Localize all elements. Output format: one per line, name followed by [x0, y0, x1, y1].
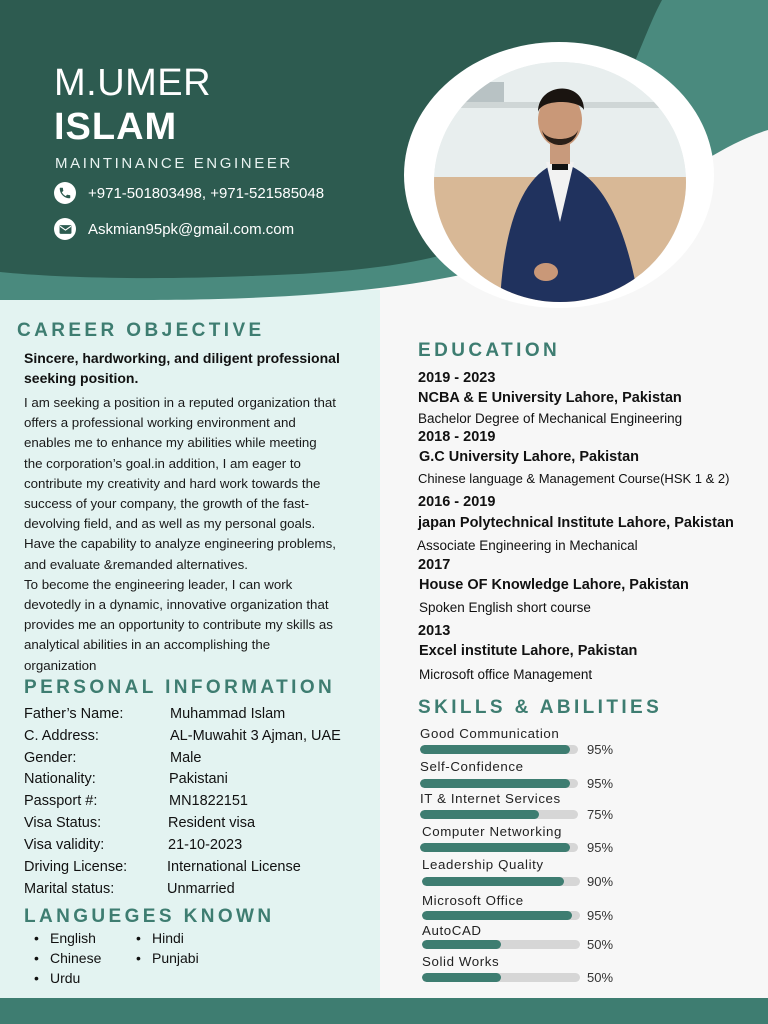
language-item: • English — [50, 930, 96, 946]
career-lead: Sincere, hardworking, and diligent professional seeking position. — [24, 350, 340, 386]
skill-percent: 95% — [587, 742, 614, 757]
skill-percent: 50% — [587, 937, 614, 952]
personal-row-nationality — [24, 771, 364, 793]
email-contact — [54, 218, 294, 240]
profile-photo — [434, 62, 686, 302]
personal-row-visa-status — [24, 815, 364, 837]
phone-contact — [54, 182, 324, 204]
edu-degree: Microsoft office Management — [419, 667, 593, 682]
career-line: provides me an opportunity to contribute my skills as — [24, 617, 333, 633]
skill-bar-fill — [420, 810, 539, 819]
language-item: • Urdu — [50, 970, 80, 986]
pi-label: Passport #: — [24, 793, 98, 809]
skill-bar — [420, 843, 578, 852]
edu-year: 2017 — [418, 557, 451, 573]
pi-value: AL-Muwahit 3 Ajman, UAE — [170, 728, 341, 744]
career-line: analytical abilities in an accomplishing the — [24, 637, 271, 653]
skill-name: Solid Works — [422, 954, 500, 969]
phone-numbers: +971-501803498, +971-521585048 — [88, 184, 325, 202]
pi-label: Driving License: — [24, 859, 128, 875]
languages-heading: LANGUEGES KNOWN — [24, 906, 275, 927]
skill-percent: 95% — [587, 908, 614, 923]
career-line: the corporation’s goal.in addition, I am eager to — [24, 455, 301, 471]
personal-info-heading: PERSONAL INFORMATION — [24, 677, 336, 698]
first-name: M.UMER — [54, 62, 212, 104]
skill-bar — [420, 810, 578, 819]
skill-percent: 50% — [587, 970, 614, 985]
edu-degree: Associate Engineering in Mechanical — [417, 538, 638, 553]
personal-row-driving-license — [24, 859, 364, 881]
pi-value: Resident visa — [168, 815, 256, 831]
skill-name: Leadership Quality — [422, 857, 544, 872]
career-paragraph — [24, 393, 374, 676]
language-item: • Punjabi — [152, 950, 199, 966]
education-heading: EDUCATION — [418, 340, 561, 361]
edu-year: 2018 - 2019 — [418, 429, 496, 445]
skill-percent: 75% — [587, 807, 614, 822]
skill-bar-fill — [420, 843, 570, 852]
edu-school: Excel institute Lahore, Pakistan — [419, 643, 638, 659]
edu-school: House OF Knowledge Lahore, Pakistan — [419, 577, 689, 593]
career-line: devotedly in a dynamic, innovative organization that — [24, 597, 329, 613]
edu-school: NCBA & E University Lahore, Pakistan — [418, 390, 682, 406]
mail-icon — [54, 218, 76, 240]
pi-value: Male — [170, 750, 202, 766]
skills-heading: SKILLS & ABILITIES — [418, 697, 663, 718]
skill-name: IT & Internet Services — [420, 791, 561, 806]
career-line: offers a professional working environment and — [24, 415, 296, 431]
edu-degree: Chinese language & Management Course(HSK 1 & 2) — [418, 471, 730, 486]
personal-row-visa-validity — [24, 837, 364, 859]
edu-year: 2019 - 2023 — [418, 370, 496, 386]
career-line: and evaluate &remanded alternatives. — [24, 556, 248, 572]
pi-value: MN1822151 — [169, 793, 248, 809]
career-line: enables me to enhance my abilities while meeting — [24, 435, 317, 451]
edu-year: 2013 — [418, 623, 451, 639]
skill-bar — [420, 779, 578, 788]
skill-bar — [422, 973, 580, 982]
job-title: MAINTINANCE ENGINEER — [55, 155, 293, 172]
career-line: contribute my creativity and hard work towards the — [24, 475, 321, 491]
pi-label: Visa validity: — [24, 837, 105, 853]
edu-degree: Spoken English short course — [419, 600, 591, 615]
pi-value: Muhammad Islam — [170, 706, 286, 722]
pi-value: 21-10-2023 — [168, 837, 243, 853]
career-line: devolving field, and as well as my personal goals. — [24, 516, 316, 532]
personal-row-address — [24, 728, 364, 750]
pi-label: Father’s Name: — [24, 706, 124, 722]
career-objective-heading: CAREER OBJECTIVE — [17, 320, 265, 341]
skill-percent: 90% — [587, 874, 614, 889]
edu-school: G.C University Lahore, Pakistan — [419, 449, 639, 465]
skill-name: AutoCAD — [422, 923, 482, 938]
skill-bar-fill — [422, 973, 501, 982]
edu-year: 2016 - 2019 — [418, 494, 496, 510]
skill-bar-fill — [422, 877, 564, 886]
pi-label: Gender: — [24, 750, 77, 766]
skill-name: Computer Networking — [422, 824, 562, 839]
skill-bar — [422, 877, 580, 886]
edu-degree: Bachelor Degree of Mechanical Engineering — [418, 411, 683, 426]
career-line: I am seeking a position in a reputed organization that — [24, 395, 336, 410]
personal-row-father — [24, 706, 364, 728]
pi-label: Nationality: — [24, 771, 96, 787]
phone-icon — [54, 182, 76, 204]
career-line: Have the capability to analyze engineering problems, — [24, 536, 336, 552]
skill-percent: 95% — [587, 840, 614, 855]
skill-bar-fill — [420, 745, 570, 754]
footer-bar — [0, 998, 768, 1024]
skill-bar-fill — [422, 911, 572, 920]
language-item: • Chinese — [50, 950, 101, 966]
language-item: • Hindi — [152, 930, 184, 946]
personal-row-marital — [24, 881, 364, 903]
personal-row-passport — [24, 793, 364, 815]
pi-value: Unmarried — [167, 881, 235, 897]
career-line: success of your company, the growth of the fast- — [24, 496, 310, 512]
career-line: To become the engineering leader, I can work — [24, 576, 293, 592]
pi-label: C. Address: — [24, 728, 99, 744]
edu-school: japan Polytechnical Institute Lahore, Pakistan — [418, 515, 734, 531]
career-line: organization — [24, 657, 97, 673]
pi-value: International License — [167, 859, 301, 875]
skill-bar-fill — [422, 940, 501, 949]
skill-bar — [422, 940, 580, 949]
personal-row-gender — [24, 750, 364, 772]
skill-percent: 95% — [587, 776, 614, 791]
skill-bar-fill — [420, 779, 570, 788]
last-name: ISLAM — [54, 106, 178, 148]
skill-bar — [420, 745, 578, 754]
pi-label: Marital status: — [24, 881, 115, 897]
pi-value: Pakistani — [169, 771, 228, 787]
skill-name: Good Communication — [420, 726, 560, 741]
skill-name: Self-Confidence — [420, 759, 524, 774]
skill-name: Microsoft Office — [422, 893, 524, 908]
email-address: Askmian95pk@gmail.com.com — [88, 220, 295, 238]
skill-bar — [422, 911, 580, 920]
pi-label: Visa Status: — [24, 815, 102, 831]
